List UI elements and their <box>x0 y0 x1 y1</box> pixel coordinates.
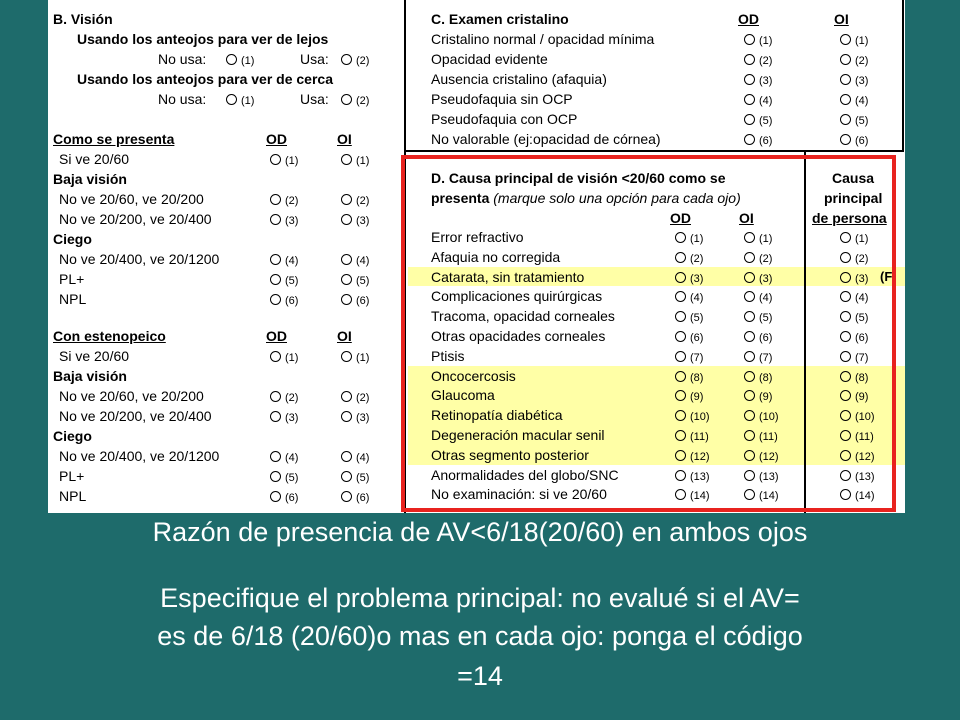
near-no-usa-radio[interactable]: (1) <box>226 91 254 109</box>
presenting-od-header: OD <box>266 131 287 147</box>
section-d-oi-radio[interactable]: (11) <box>744 427 778 445</box>
presenting-group-heading: Baja visión <box>53 171 127 187</box>
section-d-od-radio[interactable]: (6) <box>675 328 703 346</box>
section-c-row-label: Pseudofaquia sin OCP <box>431 91 573 107</box>
presenting-od-radio[interactable]: (1) <box>270 151 298 169</box>
section-d-row-label: Otras opacidades corneales <box>431 328 606 344</box>
section-d-person-radio[interactable]: (12) <box>840 447 875 465</box>
radio-circle-icon <box>341 491 352 502</box>
presenting-oi-radio[interactable]: (4) <box>341 251 369 269</box>
section-c-od-header: OD <box>738 11 759 27</box>
section-d-od-header: OD <box>670 210 691 226</box>
presenting-od-radio[interactable]: (2) <box>270 191 298 209</box>
section-d-od-radio[interactable]: (10) <box>675 407 710 425</box>
pinhole-oi-radio[interactable]: (3) <box>341 408 369 426</box>
pinhole-group-heading: Ciego <box>53 428 92 444</box>
far-usa-radio[interactable]: (2) <box>341 51 369 69</box>
section-d-person-radio[interactable]: (5) <box>840 308 868 326</box>
section-d-oi-radio[interactable]: (8) <box>744 368 772 386</box>
section-c-od-radio[interactable]: (6) <box>744 131 772 149</box>
section-d-oi-header: OI <box>739 210 754 226</box>
section-d-person-radio[interactable]: (9) <box>840 387 868 405</box>
radio-circle-icon <box>341 294 352 305</box>
far-no-usa-radio[interactable]: (1) <box>226 51 254 69</box>
section-c-oi-radio[interactable]: (5) <box>840 111 868 129</box>
radio-circle-icon <box>341 254 352 265</box>
pinhole-od-header: OD <box>266 328 287 344</box>
section-d-od-radio[interactable]: (5) <box>675 308 703 326</box>
section-d-person-radio[interactable]: (3) <box>840 269 868 287</box>
section-d-oi-radio[interactable]: (1) <box>744 229 772 247</box>
pinhole-row-label: PL+ <box>59 468 85 484</box>
radio-circle-icon <box>341 94 352 105</box>
section-d-od-radio[interactable]: (4) <box>675 288 703 306</box>
section-d-oi-radio[interactable]: (7) <box>744 348 772 366</box>
presenting-oi-radio[interactable]: (6) <box>341 291 369 309</box>
section-d-person-radio[interactable]: (10) <box>840 407 875 425</box>
section-d-person-radio[interactable]: (6) <box>840 328 868 346</box>
section-d-row-label: Oncocercosis <box>431 367 516 384</box>
radio-circle-icon <box>341 451 352 462</box>
presenting-od-radio[interactable]: (5) <box>270 271 298 289</box>
section-c-row-label: Pseudofaquia con OCP <box>431 111 578 127</box>
section-d-od-radio[interactable]: (8) <box>675 368 703 386</box>
pinhole-od-radio[interactable]: (4) <box>270 448 298 466</box>
caption-line-4: =14 <box>457 661 503 691</box>
section-d-oi-radio[interactable]: (4) <box>744 288 772 306</box>
caption-line-2: Especifique el problema principal: no evalué si el AV= <box>160 583 800 613</box>
section-d-od-radio[interactable]: (1) <box>675 229 703 247</box>
radio-circle-icon <box>270 194 281 205</box>
radio-circle-icon <box>341 411 352 422</box>
near-usa-radio[interactable]: (2) <box>341 91 369 109</box>
person-cause-header-3: de persona <box>812 210 887 226</box>
radio-circle-icon <box>744 34 755 45</box>
radio-circle-icon <box>341 471 352 482</box>
section-d-title-line2: presenta (marque solo una opción para cada ojo) <box>431 190 741 206</box>
person-cause-header-2: principal <box>824 190 883 206</box>
section-d-oi-radio[interactable]: (14) <box>744 486 779 504</box>
radio-circle-icon <box>341 391 352 402</box>
section-d-od-radio[interactable]: (14) <box>675 486 710 504</box>
section-d-person-radio[interactable]: (11) <box>840 427 874 445</box>
presenting-row-label: NPL <box>59 291 87 307</box>
radio-circle-icon <box>270 351 281 362</box>
section-d-od-radio[interactable]: (3) <box>675 269 703 287</box>
section-d-row-label: Degeneración macular senil <box>431 427 605 443</box>
pinhole-heading: Con estenopeico <box>53 328 166 344</box>
section-c-oi-radio[interactable]: (6) <box>840 131 868 149</box>
radio-circle-icon <box>270 411 281 422</box>
radio-circle-icon <box>341 194 352 205</box>
section-d-person-radio[interactable]: (13) <box>840 467 875 485</box>
divider-cd <box>406 150 904 152</box>
pinhole-row-label: No ve 20/200, ve 20/400 <box>59 408 212 424</box>
pinhole-od-radio[interactable]: (5) <box>270 468 298 486</box>
presenting-oi-header: OI <box>337 131 352 147</box>
section-c-od-radio[interactable]: (4) <box>744 91 772 109</box>
section-d-oi-radio[interactable]: (6) <box>744 328 772 346</box>
far-glasses-heading: Usando los anteojos para ver de lejos <box>77 31 329 47</box>
radio-circle-icon <box>341 274 352 285</box>
section-d-row-label: Afaquia no corregida <box>431 248 561 265</box>
divider-right <box>902 0 904 152</box>
section-d-oi-radio[interactable]: (2) <box>744 249 772 267</box>
section-d-row-label: Complicaciones quirúrgicas <box>431 288 603 305</box>
radio-circle-icon <box>744 94 755 105</box>
section-d-row-label: No examinación: si ve 20/60 <box>431 486 607 503</box>
section-d-row-label: Retinopatía diabética <box>431 407 563 424</box>
radio-circle-icon <box>270 391 281 402</box>
radio-circle-icon <box>270 214 281 225</box>
red-highlight-box <box>401 155 896 512</box>
far-usa-label: Usa: <box>300 51 329 67</box>
section-d-oi-radio[interactable]: (9) <box>744 387 772 405</box>
section-c-row-label: No valorable (ej:opacidad de córnea) <box>431 131 661 147</box>
section-d-person-radio[interactable]: (4) <box>840 288 868 306</box>
section-c-title: C. Examen cristalino <box>431 11 569 27</box>
presenting-oi-radio[interactable]: (1) <box>341 151 369 169</box>
pinhole-od-radio[interactable]: (1) <box>270 348 298 366</box>
section-d-od-radio[interactable]: (9) <box>675 387 703 405</box>
presenting-oi-radio[interactable]: (2) <box>341 191 369 209</box>
section-c-oi-radio[interactable]: (2) <box>840 51 868 69</box>
presenting-row-label: No ve 20/200, ve 20/400 <box>59 211 212 227</box>
presenting-heading: Como se presenta <box>53 131 175 147</box>
section-d-row-label: Catarata, sin tratamiento <box>431 268 585 285</box>
presenting-group-heading: Ciego <box>53 231 92 247</box>
pinhole-row-label: No ve 20/60, ve 20/200 <box>59 388 204 404</box>
presenting-od-radio[interactable]: (6) <box>270 291 298 309</box>
caption-line-3: es de 6/18 (20/60)o mas en cada ojo: ponga el código <box>157 621 803 651</box>
section-c-row-label: Opacidad evidente <box>431 51 548 67</box>
presenting-row-label: Si ve 20/60 <box>59 151 130 167</box>
pinhole-row-label: NPL <box>59 488 87 504</box>
radio-circle-icon <box>270 491 281 502</box>
section-c-od-radio[interactable]: (1) <box>744 31 772 49</box>
section-d-od-radio[interactable]: (2) <box>675 249 703 267</box>
section-d-row-label: Glaucoma <box>431 387 495 404</box>
section-c-oi-radio[interactable]: (4) <box>840 91 868 109</box>
pinhole-oi-header: OI <box>337 328 352 344</box>
section-d-od-radio[interactable]: (7) <box>675 348 703 366</box>
section-d-row-label: Otras segmento posterior <box>431 446 589 463</box>
radio-circle-icon <box>270 154 281 165</box>
section-d-row-label: Ptisis <box>431 347 465 364</box>
section-c-oi-radio[interactable]: (3) <box>840 71 868 89</box>
section-d-oi-radio[interactable]: (13) <box>744 467 779 485</box>
presenting-od-radio[interactable]: (4) <box>270 251 298 269</box>
section-d-person-radio[interactable]: (14) <box>840 486 875 504</box>
pinhole-group-heading: Baja visión <box>53 368 127 384</box>
presenting-oi-radio[interactable]: (3) <box>341 211 369 229</box>
presenting-od-radio[interactable]: (3) <box>270 211 298 229</box>
radio-circle-icon <box>270 294 281 305</box>
presenting-row-label: No ve 20/60, ve 20/200 <box>59 191 204 207</box>
radio-circle-icon <box>840 134 851 145</box>
pinhole-row-label: Si ve 20/60 <box>59 348 130 364</box>
section-d-od-radio[interactable]: (12) <box>675 447 710 465</box>
section-d-person-radio[interactable]: (2) <box>840 249 868 267</box>
section-c-row-label: Ausencia cristalino (afaquia) <box>431 71 607 87</box>
section-d-person-radio[interactable]: (8) <box>840 368 868 386</box>
section-d-od-radio[interactable]: (11) <box>675 427 709 445</box>
section-d-row-label: Error refractivo <box>431 229 524 245</box>
radio-circle-icon <box>341 351 352 362</box>
radio-circle-icon <box>840 54 851 65</box>
pinhole-oi-radio[interactable]: (2) <box>341 388 369 406</box>
radio-circle-icon <box>270 274 281 285</box>
section-d-person-radio[interactable]: (7) <box>840 348 868 366</box>
presenting-oi-radio[interactable]: (5) <box>341 271 369 289</box>
radio-circle-icon <box>226 54 237 65</box>
section-d-oi-radio[interactable]: (5) <box>744 308 772 326</box>
person-cause-header-1: Causa <box>832 170 875 186</box>
section-c-od-radio[interactable]: (3) <box>744 71 772 89</box>
radio-circle-icon <box>270 254 281 265</box>
section-d-od-radio[interactable]: (13) <box>675 467 710 485</box>
near-glasses-heading: Usando los anteojos para ver de cerca <box>77 71 333 87</box>
radio-circle-icon <box>840 94 851 105</box>
radio-circle-icon <box>840 74 851 85</box>
section-d-oi-radio[interactable]: (3) <box>744 269 772 287</box>
radio-circle-icon <box>341 214 352 225</box>
section-c-row-label: Cristalino normal / opacidad mínima <box>431 31 655 47</box>
caption-line-1: Razón de presencia de AV<6/18(20/60) en ambos ojos <box>152 517 808 547</box>
section-d-oi-radio[interactable]: (10) <box>744 407 779 425</box>
pinhole-oi-radio[interactable]: (4) <box>341 448 369 466</box>
near-no-usa-label: No usa: <box>158 91 207 107</box>
section-d-oi-radio[interactable]: (12) <box>744 447 779 465</box>
pinhole-oi-radio[interactable]: (6) <box>341 488 369 506</box>
presenting-row-label: PL+ <box>59 271 85 287</box>
radio-circle-icon <box>226 94 237 105</box>
section-c-oi-radio[interactable]: (1) <box>840 31 868 49</box>
radio-circle-icon <box>744 74 755 85</box>
section-c-od-radio[interactable]: (2) <box>744 51 772 69</box>
section-c-oi-header: OI <box>834 11 849 27</box>
radio-circle-icon <box>270 451 281 462</box>
pinhole-row-label: No ve 20/400, ve 20/1200 <box>59 448 220 464</box>
radio-circle-icon <box>744 134 755 145</box>
section-d-row-label: Tracoma, opacidad corneales <box>431 308 615 325</box>
presenting-row-label: No ve 20/400, ve 20/1200 <box>59 251 220 267</box>
pinhole-od-radio[interactable]: (3) <box>270 408 298 426</box>
pinhole-od-radio[interactable]: (6) <box>270 488 298 506</box>
radio-circle-icon <box>840 114 851 125</box>
radio-circle-icon <box>744 54 755 65</box>
radio-circle-icon <box>270 471 281 482</box>
near-usa-label: Usa: <box>300 91 329 107</box>
section-d-row-label: Anormalidades del globo/SNC <box>431 466 619 483</box>
pinhole-oi-radio[interactable]: (1) <box>341 348 369 366</box>
pinhole-od-radio[interactable]: (2) <box>270 388 298 406</box>
radio-circle-icon <box>341 54 352 65</box>
radio-circle-icon <box>840 34 851 45</box>
radio-circle-icon <box>744 114 755 125</box>
cut-letter: (F <box>880 269 893 284</box>
section-d-person-radio[interactable]: (1) <box>840 229 868 247</box>
far-no-usa-label: No usa: <box>158 51 207 67</box>
pinhole-oi-radio[interactable]: (5) <box>341 468 369 486</box>
section-d-title: D. Causa principal de visión <20/60 como se <box>431 170 726 186</box>
section-b-title: B. Visión <box>53 11 113 27</box>
section-c-od-radio[interactable]: (5) <box>744 111 772 129</box>
radio-circle-icon <box>341 154 352 165</box>
